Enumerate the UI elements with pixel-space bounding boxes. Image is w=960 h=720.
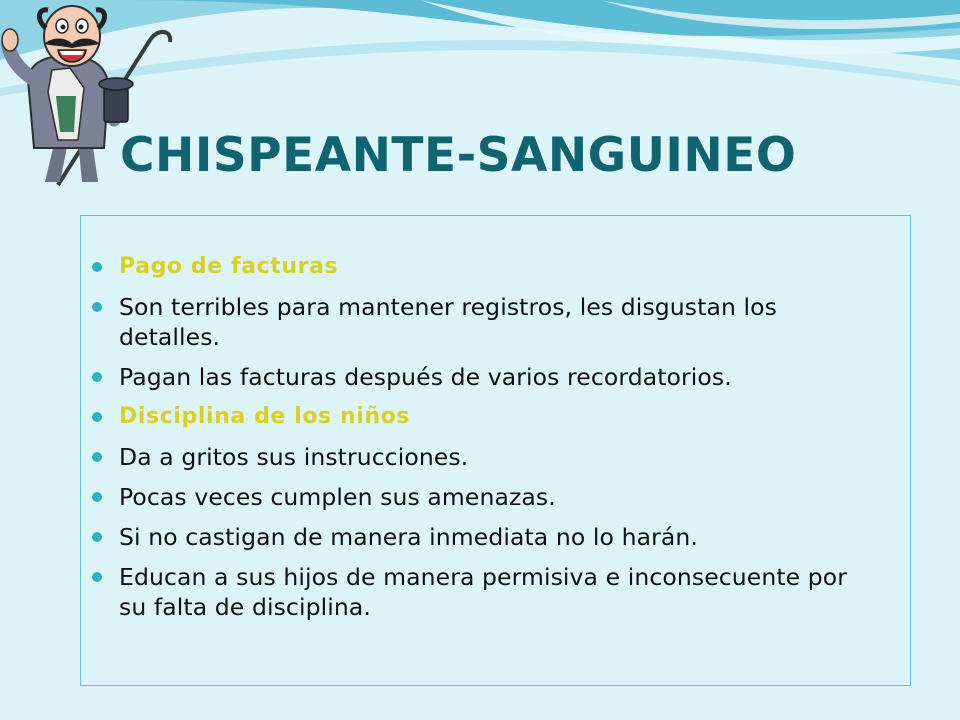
bullet-dot-icon <box>92 492 102 502</box>
bullet-text: Pago de facturas <box>119 254 339 279</box>
bullet-dot-icon <box>92 372 102 382</box>
bullet-item <box>119 522 870 552</box>
bullet-text: Da a gritos sus instrucciones. <box>119 443 469 471</box>
bullet-item <box>119 442 870 472</box>
bullet-item <box>119 362 870 392</box>
content-box <box>80 215 911 686</box>
bullet-text: Son terribles para mantener registros, les disgustan los detalles. <box>119 293 777 351</box>
slide-title: CHISPEANTE-SANGUINEO <box>120 128 797 183</box>
bullet-list <box>81 216 910 622</box>
bullet-item <box>119 562 870 622</box>
bullet-text: Pagan las facturas después de varios recordatorios. <box>119 363 732 391</box>
bullet-dot-icon <box>92 412 102 422</box>
bullet-dot-icon <box>92 532 102 542</box>
bullet-text: Si no castigan de manera inmediata no lo harán. <box>119 523 698 551</box>
bullet-item <box>119 292 870 352</box>
bullet-item <box>119 482 870 512</box>
bullet-dot-icon <box>92 572 102 582</box>
bullet-heading <box>119 252 870 282</box>
bullet-dot-icon <box>92 262 102 272</box>
bullet-text: Disciplina de los niños <box>119 404 411 429</box>
bullet-heading <box>119 402 870 432</box>
bullet-dot-icon <box>92 302 102 312</box>
bullet-text: Educan a sus hijos de manera permisiva e inconsecuente por su falta de disciplina. <box>119 563 848 621</box>
bullet-text: Pocas veces cumplen sus amenazas. <box>119 483 556 511</box>
bullet-dot-icon <box>92 452 102 462</box>
